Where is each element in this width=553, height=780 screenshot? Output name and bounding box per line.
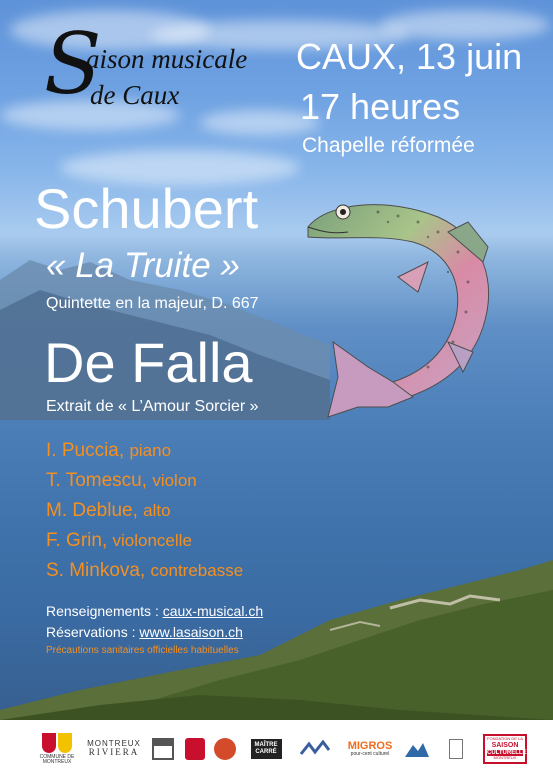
event-venue: Chapelle réformée	[302, 134, 475, 157]
sanitary-note: Précautions sanitaires officielles habituelles	[46, 645, 239, 656]
saison-line-2: SAISON	[491, 741, 519, 749]
sponsor-red-logo	[182, 727, 208, 771]
sponsor-figure-logo	[210, 727, 240, 771]
logo-line-1: aison musicale	[86, 44, 248, 74]
sponsor-commune-montreux	[32, 727, 82, 771]
trout-illustration	[298, 192, 508, 437]
renseignements-label: Renseignements :	[46, 603, 159, 619]
saison-line-1: FONDATION DE LA	[487, 736, 523, 742]
musician-name: F. Grin,	[46, 530, 108, 551]
wave-icon	[299, 740, 331, 758]
saison-line-4: MONTREUX	[493, 755, 517, 761]
musician-item	[46, 440, 171, 462]
musician-instrument: alto	[143, 501, 171, 520]
renseignements-link[interactable]: caux-musical.ch	[162, 603, 264, 619]
sponsor-migros	[340, 727, 400, 771]
info-renseignements	[46, 603, 263, 619]
musician-name: M. Deblue,	[46, 500, 138, 521]
montreux-text: MONTREUX	[87, 738, 141, 748]
reservations-label: Réservations :	[46, 624, 136, 640]
sponsor-small-logo	[436, 727, 476, 771]
red-badge-icon	[185, 738, 205, 760]
hillside-illustration	[0, 560, 553, 720]
event-place-date: CAUX, 13 juin	[296, 36, 523, 77]
coat-of-arms-icon	[58, 733, 72, 753]
musician-name: I. Puccia,	[46, 440, 125, 461]
sponsor-montreux-riviera	[84, 727, 144, 771]
mountain-icon	[405, 739, 429, 759]
logo-line-2: de Caux	[90, 80, 180, 110]
work-title-la-truite: « La Truite »	[46, 246, 240, 285]
shield-icon	[449, 739, 463, 759]
musician-item	[46, 560, 243, 582]
sponsor-commune-text: COMMUNE DE MONTREUX	[39, 753, 75, 765]
sponsor-building-logo	[148, 727, 178, 771]
migros-text: MIGROS	[347, 740, 393, 753]
musician-name: S. Minkova,	[46, 560, 146, 581]
sponsor-saison-culturelle	[482, 727, 528, 771]
maitre-text: MAÎTRE	[254, 742, 278, 749]
musician-name: T. Tomescu,	[46, 470, 148, 491]
sponsor-wave-logo	[296, 727, 334, 771]
musician-instrument: contrebasse	[150, 561, 244, 580]
composer-de-falla: De Falla	[44, 331, 253, 394]
coat-of-arms-icon	[42, 733, 56, 753]
musician-item	[46, 470, 197, 492]
building-icon	[152, 738, 174, 760]
musician-instrument: violoncelle	[112, 531, 192, 550]
reservations-link[interactable]: www.lasaison.ch	[139, 624, 243, 640]
carre-text: CARRÉ	[255, 749, 277, 755]
figure-icon	[214, 738, 236, 760]
migros-subtext: pour-cent culturel	[350, 751, 390, 758]
saison-line-3: CULTURELLE	[487, 749, 527, 756]
composer-schubert: Schubert	[34, 177, 259, 240]
musician-instrument: violon	[152, 471, 197, 490]
info-reservations	[46, 624, 243, 640]
work-amour-sorcier: Extrait de « L’Amour Sorcier »	[46, 398, 259, 415]
riviera-text: RIVIERA	[88, 747, 140, 758]
sponsor-maitre-carre	[248, 727, 284, 771]
musician-item	[46, 500, 171, 522]
musician-instrument: piano	[129, 441, 172, 460]
work-subtitle-quintette: Quintette en la majeur, D. 667	[46, 295, 259, 312]
logo-initial: S	[44, 15, 102, 113]
sponsor-mountain-logo	[402, 727, 432, 771]
musician-item	[46, 530, 192, 552]
event-time: 17 heures	[300, 86, 461, 127]
